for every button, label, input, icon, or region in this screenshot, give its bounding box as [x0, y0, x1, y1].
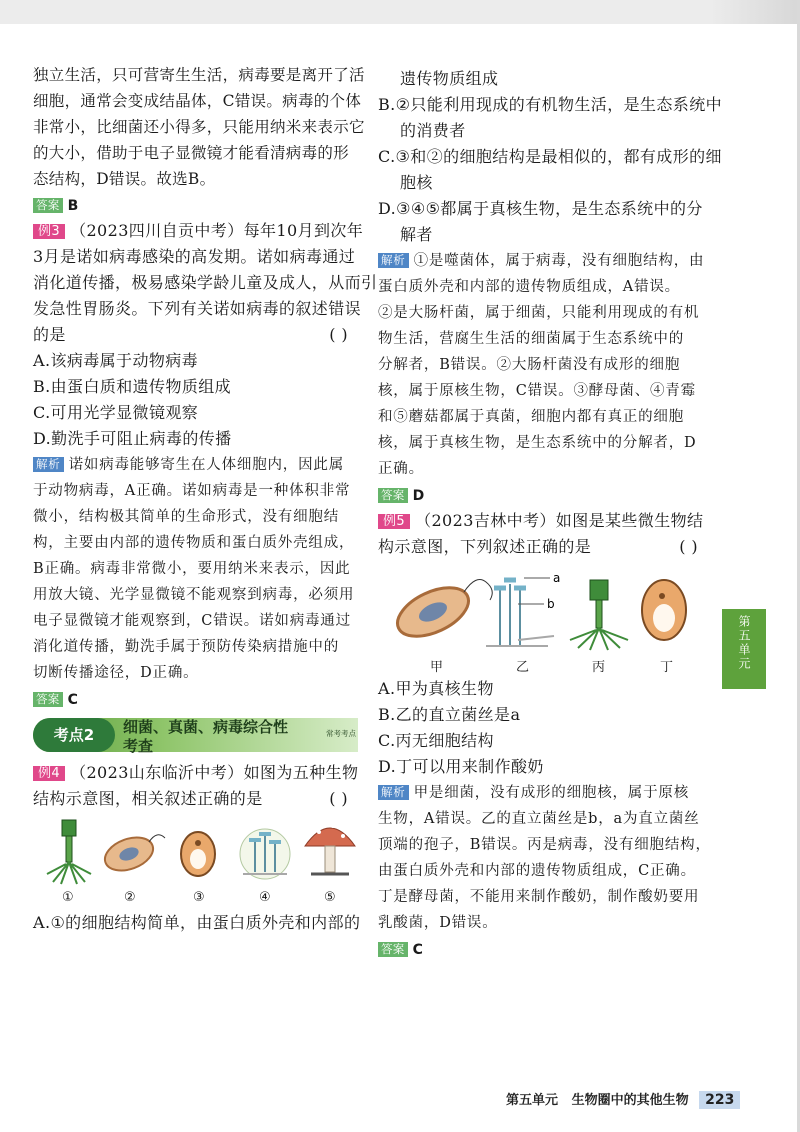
section-title-line: 考查	[123, 737, 154, 755]
analysis-line	[378, 780, 708, 806]
figure-label: 丁	[660, 660, 674, 675]
microbe-figure-svg	[378, 560, 708, 656]
figure-label: 丙	[592, 660, 606, 675]
analysis-line: 乳酸菌，D错误。	[378, 915, 498, 931]
example-stem-line: 发急性胃肠炎。下列有关诺如病毒的叙述错误	[33, 299, 362, 318]
option-c: C.可用光学显微镜观察	[33, 403, 199, 422]
analysis-line	[33, 452, 358, 478]
option-b: B.乙的直立菌丝是a	[378, 705, 521, 724]
analysis-tag: 解析	[378, 785, 409, 800]
five-organisms-figure	[33, 812, 358, 890]
right-column	[378, 66, 722, 962]
section-badge: 常考考点	[326, 729, 356, 738]
option-d: D.丁可以用来制作酸奶	[378, 757, 544, 776]
analysis-line: 微小，结构极其简单的生命形式，没有细胞结	[33, 509, 339, 525]
yeast-icon	[642, 580, 686, 640]
example-stem-line	[33, 218, 364, 244]
analysis-line: 丁是酵母菌，不能用来制作酸奶，制作酸奶要用	[378, 889, 700, 905]
section-number: 考点2	[33, 718, 115, 752]
answer-tag: 答案	[33, 198, 63, 213]
analysis-tag: 解析	[33, 457, 64, 472]
analysis-tag: 解析	[378, 253, 409, 268]
figure-label: 乙	[516, 660, 530, 675]
phage-icon	[570, 580, 628, 650]
label-b: b	[547, 597, 555, 611]
answer-value: C	[412, 942, 424, 958]
option-continuation: 遗传物质组成	[400, 69, 499, 88]
bacterium-icon	[390, 578, 492, 646]
analysis-line: 消化道传播，勤洗手属于预防传染病措施中的	[33, 639, 339, 655]
stem-text: 的是	[33, 325, 66, 344]
option-b: B.由蛋白质和遗传物质组成	[33, 377, 232, 396]
penicillium-icon	[486, 578, 554, 646]
figure-labels	[378, 656, 708, 676]
stem-text: （2023吉林中考）如图是某些微生物结	[415, 511, 704, 530]
intro-line: 非常小，比细菌还小得多，只能用纳米来表示它	[33, 118, 365, 136]
option-d-cont: 解者	[400, 225, 433, 244]
option-b-cont: 的消费者	[400, 121, 466, 140]
intro-line: 的大小，借助于电子显微镜才能看清病毒的形	[33, 144, 350, 162]
section-header	[33, 718, 358, 755]
answer-value: B	[67, 198, 79, 214]
figure-label: ④	[259, 890, 271, 905]
page-footer	[506, 1089, 740, 1109]
unit-side-tab	[722, 609, 766, 689]
phage-icon	[47, 820, 91, 884]
answer-row	[33, 686, 358, 712]
example-tag: 例5	[378, 514, 410, 529]
figure-label: ②	[124, 890, 136, 905]
analysis-line: 蛋白质外壳和内部的遗传物质组成，A错误。	[378, 279, 680, 295]
analysis-line: 和⑤蘑菇都属于真菌，细胞内都有真正的细胞	[378, 409, 684, 425]
answer-value: D	[412, 488, 425, 504]
option-c: C.丙无细胞结构	[378, 731, 494, 750]
figure-label: ⑤	[324, 890, 336, 905]
yeast-icon	[181, 832, 215, 876]
figure-label: 甲	[430, 660, 444, 675]
example-stem-line	[33, 322, 358, 348]
analysis-line	[378, 248, 708, 274]
answer-paren: ( )	[329, 325, 348, 344]
analysis-line: 由蛋白质外壳和内部的遗传物质组成，C正确。	[378, 863, 696, 879]
organism-figure-svg	[33, 812, 358, 890]
analysis-line: ②是大肠杆菌，属于细菌，只能利用现成的有机	[378, 305, 700, 321]
option-c: C.③和②的细胞结构是最相似的，都有成形的细	[378, 147, 722, 166]
example-stem-line	[378, 508, 708, 534]
option-a: A.该病毒属于动物病毒	[33, 351, 199, 370]
option-a: A.①的细胞结构简单，由蛋白质外壳和内部的	[33, 913, 361, 932]
answer-value: C	[67, 692, 79, 708]
example-stem-line	[378, 534, 708, 560]
option-d: D.③④⑤都属于真核生物，是生态系统中的分	[378, 199, 703, 218]
analysis-text: 甲是细菌，没有成形的细胞核，属于原核	[413, 785, 690, 801]
example-stem-line: 消化道传播，极易感染学龄儿童及成人，从而引	[33, 273, 378, 292]
answer-row	[33, 192, 358, 218]
intro-line: 独立生活，只可营寄生生活，病毒要是离开了活	[33, 66, 365, 84]
example-stem-line	[33, 786, 358, 812]
option-d: D.勤洗手可阻止病毒的传播	[33, 429, 232, 448]
analysis-line: 正确。	[378, 461, 424, 477]
stem-text: （2023四川自贡中考）每年10月到次年	[70, 221, 364, 240]
stem-text: 构示意图，下列叙述正确的是	[378, 537, 592, 556]
answer-row	[378, 936, 708, 962]
analysis-line: 生物，A错误。乙的直立菌丝是b，a为直立菌丝	[378, 811, 700, 827]
option-a: A.甲为真核生物	[378, 679, 494, 698]
answer-paren: ( )	[679, 537, 698, 556]
analysis-line: 分解者，B错误。②大肠杆菌没有成形的细胞	[378, 357, 681, 373]
answer-row	[378, 482, 708, 508]
figure-label: ①	[62, 890, 74, 905]
left-column	[33, 62, 378, 936]
bacterium-icon	[100, 831, 165, 876]
figure-labels	[33, 890, 358, 910]
analysis-line: 核，属于真核生物，是生态系统中的分解者，D	[378, 435, 697, 451]
unit-side-tab-label: 第五单元	[737, 615, 751, 671]
example-stem-line	[33, 760, 358, 786]
section-title-line: 细菌、真菌、病毒综合性	[123, 718, 289, 736]
analysis-text: 诺如病毒能够寄生在人体细胞内，因此属	[68, 457, 345, 473]
footer-unit: 第五单元	[506, 1093, 559, 1108]
analysis-line: 电子显微镜才能观察到，C错误。诺如病毒通过	[33, 613, 351, 629]
analysis-line: 切断传播途径，D正确。	[33, 665, 199, 681]
example-tag: 例3	[33, 224, 65, 239]
figure-label: ③	[193, 890, 205, 905]
answer-paren: ( )	[329, 789, 348, 808]
stem-text: （2023山东临沂中考）如图为五种生物	[70, 763, 359, 782]
mushroom-icon	[305, 824, 355, 874]
analysis-line: B正确。病毒非常微小，要用纳米来表示，因此	[33, 561, 351, 577]
example-tag: 例4	[33, 766, 65, 781]
option-b: B.②只能利用现成的有机物生活，是生态系统中	[378, 95, 722, 114]
analysis-line: 于动物病毒，A正确。诺如病毒是一种体积非常	[33, 483, 351, 499]
option-c-cont: 胞核	[400, 173, 433, 192]
penicillium-icon	[240, 829, 290, 879]
intro-line: 细胞，通常会变成结晶体，C错误。病毒的个体	[33, 92, 362, 110]
analysis-line: 用放大镜、光学显微镜不能观察到病毒，必须用	[33, 587, 355, 603]
page-number: 223	[699, 1091, 740, 1109]
example-stem-line: 3月是诺如病毒感染的高发期。诺如病毒通过	[33, 247, 356, 266]
top-bar-shade	[710, 0, 800, 24]
analysis-line: 构，主要由内部的遗传物质和蛋白质外壳组成，	[33, 535, 355, 551]
analysis-line: 顶端的孢子，B错误。丙是病毒，没有细胞结构，	[378, 837, 711, 853]
intro-line: 态结构，D错误。故选B。	[33, 170, 216, 188]
analysis-line: 物生活，营腐生生活的细菌属于生态系统中的	[378, 331, 684, 347]
footer-chapter: 生物圈中的其他生物	[571, 1093, 689, 1108]
section-title	[123, 718, 333, 756]
answer-tag: 答案	[378, 488, 408, 503]
analysis-line: 核，属于原核生物，C错误。③酵母菌、④青霉	[378, 383, 696, 399]
answer-tag: 答案	[378, 942, 408, 957]
top-scan-bar	[0, 0, 800, 24]
stem-text: 结构示意图，相关叙述正确的是	[33, 789, 263, 808]
label-a: a	[553, 571, 561, 585]
four-microbes-figure	[378, 560, 708, 656]
answer-tag: 答案	[33, 692, 63, 707]
analysis-text: ①是噬菌体，属于病毒，没有细胞结构，由	[413, 253, 705, 269]
